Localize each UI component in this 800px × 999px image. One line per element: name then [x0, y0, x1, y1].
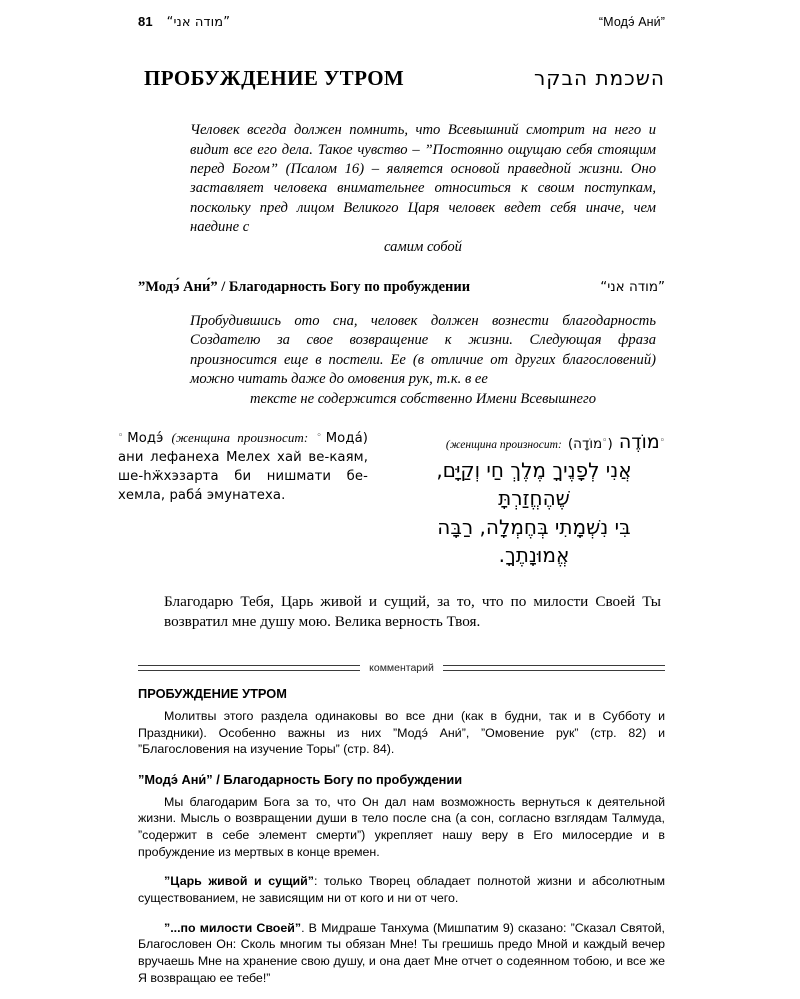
divider-rule-left: [138, 665, 360, 671]
commentary-paragraph-1: Молитвы этого раздела одинаковы во все дни (как в будни, так и в Субботу и Праздники). Особенно важны из них ”Модэ́ Ани́”, ”Омовение рук” (стр. 82) и ”Благословения на изучение Торы” (стр. 84).: [138, 708, 665, 757]
running-head-hebrew-title: ”מודה אני“: [166, 15, 231, 30]
running-head-russian-title: “Модэ́ Ани́”: [598, 15, 665, 29]
commentary-paragraph-3: [138, 873, 665, 907]
commentary-paragraph-3-text: : только Творец обладает полнотой жизни и абсолютным существованием, не зависящим ни от кого и ни от чего.: [138, 874, 665, 906]
intro-paragraph-last-line: самим собой: [384, 238, 462, 255]
page-title: ПРОБУЖДЕНИЕ УТРОМ: [144, 66, 405, 91]
page-content-column: [118, 0, 665, 999]
section-heading-row: [138, 279, 665, 296]
running-head-left: [138, 14, 230, 30]
commentary-paragraph-4-lead: ”...по милости Своей”: [164, 920, 302, 935]
translit-feminine-word: Мода́): [325, 431, 368, 446]
hebrew-line-3: בִּי נִשְׁמָתִי בְּחֶמְלָה, רַבָּה אֱמוּנָתֶךָ.: [437, 514, 631, 568]
divider-label: комментарий: [369, 662, 434, 675]
degree-marker-icon-2: ◦: [316, 430, 326, 441]
running-head: [138, 0, 665, 30]
prayer-translation: Благодарю Тебя, Царь живой и сущий, за то, что по милости Своей Ты возвратил мне душу мою. Велика верность Твоя.: [164, 592, 661, 630]
commentary-heading-2: ”Модэ́ Ани́” / Благодарность Богу по пробуждении: [138, 772, 463, 788]
commentary-paragraph-4-text: . В Мидраше Танхума (Мишпатим 9) сказано: ”Сказал Святой, Благословен Он: Сколь многим ты обязан Мне! Ты грешишь предо Мной и каждый вечер вручаешь Мне на хранение свою душу, и она дает Мне отчет о содеянном тобою, и все же Я возвращаю ее тебе!”: [138, 920, 665, 986]
translit-body: ани лефанеха Мелех хай ве-каям, ше-hӝхэзарта би нишмати бе-хемла, раба́ эмунатеха.: [118, 450, 368, 504]
section-intro-text: Пробудившись ото сна, человек должен вознести благодарность Создателю за свое возвращение к жизни. Следующая фраза произносится еще в постели. Ее (в отличие от других благословений) можно читать даже до омовения рук, т.к. в ее: [190, 312, 656, 388]
degree-marker-icon-4: ◦: [602, 436, 608, 447]
page-title-hebrew: השכמת הבקר: [533, 66, 665, 91]
prayer-hebrew: [403, 429, 665, 570]
hebrew-opening-word: מוֹדֶה: [618, 431, 660, 453]
hebrew-feminine-group: (◦מוֹדָה): [567, 436, 613, 452]
hebrew-line-1: [403, 429, 665, 456]
degree-marker-icon: ◦: [118, 430, 128, 441]
translit-feminine-note: (женщина произносит:: [171, 430, 309, 445]
degree-marker-icon-3: ◦: [659, 436, 665, 447]
hebrew-feminine-note: (женщина произносит:: [445, 439, 562, 451]
section-intro-paragraph: [190, 312, 656, 409]
commentary-divider: [138, 662, 665, 674]
hebrew-feminine-word: מוֹדָה): [567, 436, 603, 452]
section-intro-last-line: тексте не содержится собственно Имени Всевышнего: [249, 390, 597, 407]
prayer-transliteration: [118, 429, 368, 506]
hebrew-line-2: אֲנִי לְפָנֶיךָ מֶלֶךְ חַי וְקַיָּם, שֶׁהֶחֱזַרְתָּ: [436, 457, 632, 511]
intro-paragraph-text: Человек всегда должен помнить, что Всевышний смотрит на него и видит все его дела. Такое чувство – ”Постоянно ощущаю себя стоящим перед Богом” (Псалом 16) – является основой праведной жизни. Оно заставляет человека внимательнее относиться к своим поступкам, поскольку пред лицом Великого Царя человек ведет себя иначе, чем наедине с: [190, 122, 656, 236]
prayer-block: [118, 429, 665, 570]
commentary-paragraph-2: Мы благодарим Бога за то, что Он дал нам возможность вернуться к деятельной жизни. Мысль о возвращении души в тело после сна (а сон, согласно взглядам Талмуда, ”содержит в себе элемент смерти”) укрепляет нашу веру в Его милосердие и в пробуждение из мертвых в конце времен.: [138, 794, 665, 860]
commentary-paragraph-4: [138, 920, 665, 987]
translit-opening-word: Модэ́: [127, 431, 164, 446]
intro-paragraph: [190, 121, 656, 257]
section-heading-hebrew: ”מודה אני“: [600, 278, 665, 295]
section-heading-title: ”Модэ́ Ани́” / Благодарность Богу по пробуждении: [138, 278, 471, 295]
commentary-section: [138, 685, 665, 987]
divider-rule-right: [443, 665, 665, 671]
page-title-row: [138, 52, 665, 105]
commentary-paragraph-3-lead: ”Царь живой и сущий”: [164, 874, 314, 889]
commentary-heading-1: ПРОБУЖДЕНИЕ УТРОМ: [138, 686, 287, 702]
page-number: 81: [138, 14, 153, 29]
